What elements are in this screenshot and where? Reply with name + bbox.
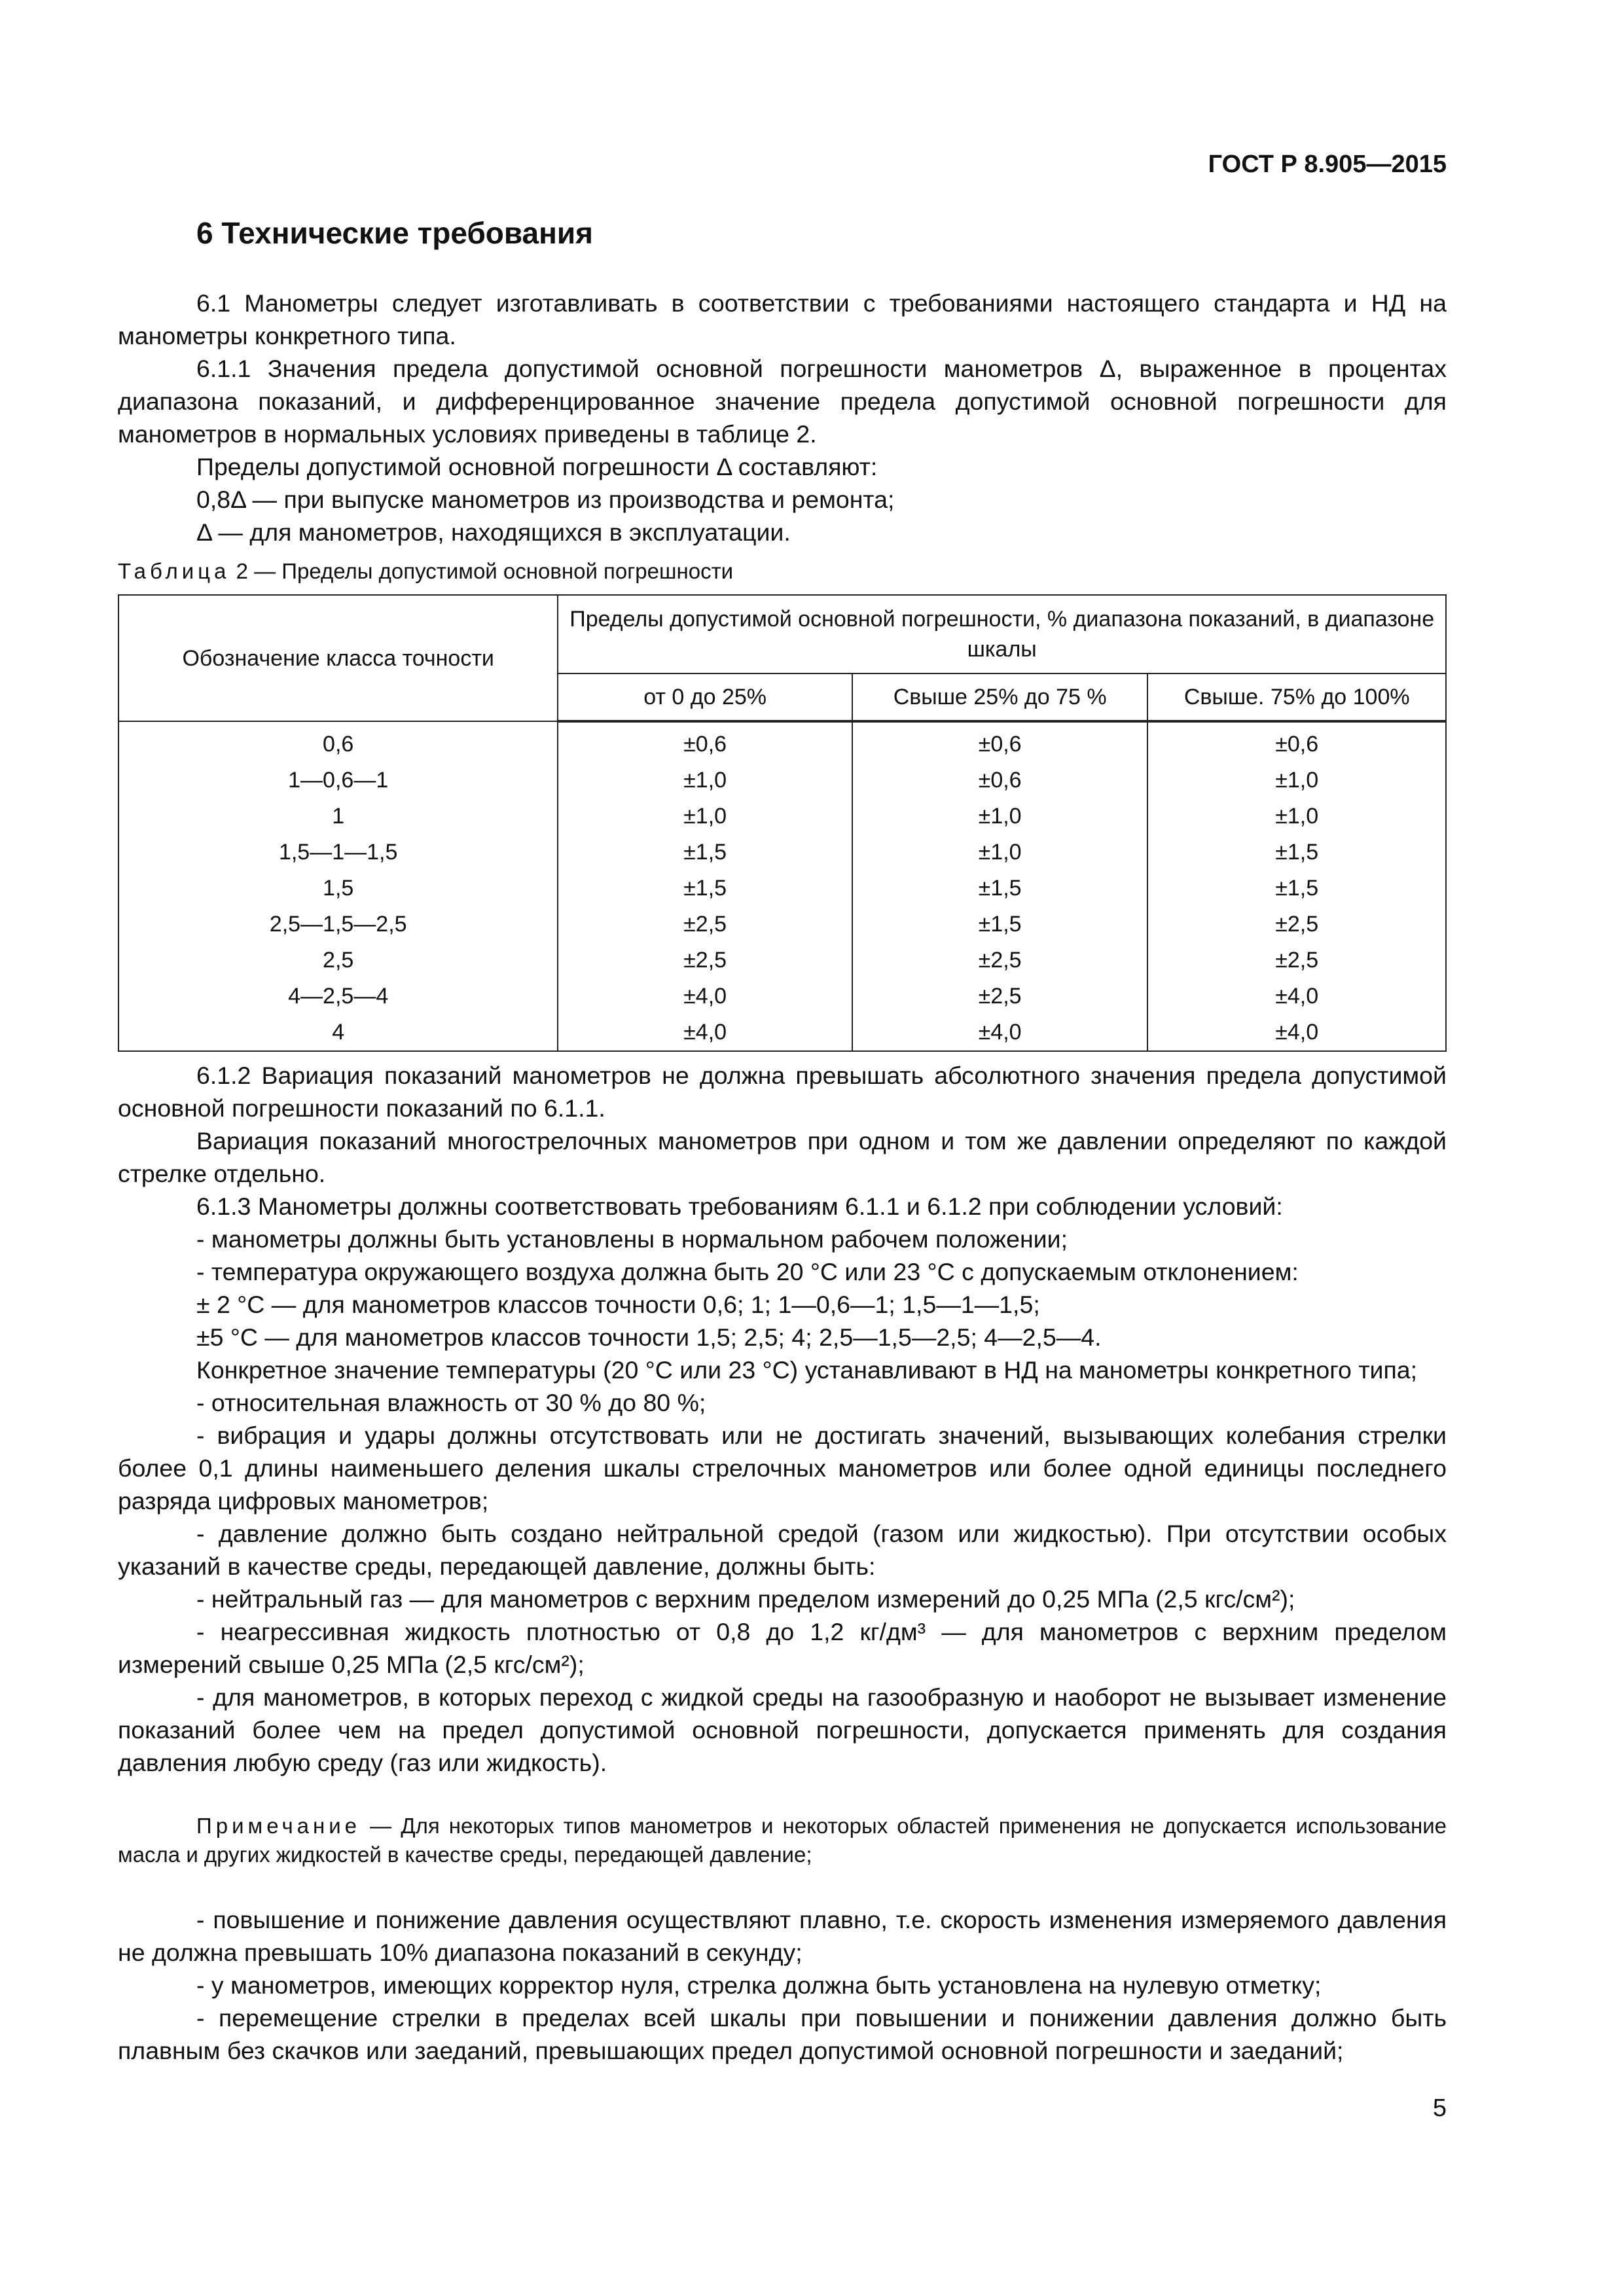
table-row: [118, 906, 1446, 942]
note-label: Примечание: [196, 1814, 361, 1838]
table-caption: [118, 558, 733, 584]
header-range-3: Свыше. 75% до 100%: [1147, 673, 1446, 721]
table-cell: 2,5: [118, 942, 558, 978]
note: [118, 1812, 1447, 1869]
condition-pointer-movement: - перемещение стрелки в пределах всей шкалы при повышении и понижении давления должно быть плавным без скачков или заеданий, превышающих предел допустимой основной погрешности и заеданий;: [118, 2004, 1447, 2064]
table-cell: ±1,0: [852, 834, 1148, 870]
paragraphs-middle: [118, 1059, 1447, 1779]
table-cell: 1: [118, 798, 558, 834]
table-cell: ±1,5: [1147, 870, 1446, 906]
condition-temperature-2c: ± 2 °С — для манометров классов точности 0,6; 1; 1—0,6—1; 1,5—1—1,5;: [196, 1291, 1040, 1318]
paragraph-6-1: 6.1 Манометры следует изготавливать в соответствии с требованиями настоящего стандарта и НД на манометры конкретного типа.: [118, 289, 1447, 350]
section-title: 6 Технические требования: [196, 216, 593, 250]
table-cell: ±1,0: [1147, 762, 1446, 798]
header-range-2: Свыше 25% до 75 %: [852, 673, 1148, 721]
condition-liquid: - неагрессивная жидкость плотностью от 0,8 до 1,2 кг/дм³ — для манометров с верхним пределом измерений свыше 0,25 МПа (2,5 кгс/см²);: [118, 1618, 1447, 1678]
table-cell: ±0,6: [558, 721, 852, 762]
condition-neutral-gas: - нейтральный газ — для манометров с верхним пределом измерений до 0,25 МПа (2,5 кгс/см²);: [196, 1585, 1295, 1613]
table-cell: ±2,5: [558, 906, 852, 942]
table-cell: ±0,6: [852, 762, 1148, 798]
header-accuracy-class: Обозначение класса точности: [118, 595, 558, 721]
table-cell: ±1,0: [558, 762, 852, 798]
standard-code: ГОСТ Р 8.905—2015: [1208, 151, 1447, 178]
header-error-limits: Пределы допустимой основной погрешности, % диапазона показаний, в диапазоне шкалы: [558, 595, 1446, 673]
table-cell: ±2,5: [852, 942, 1148, 978]
condition-humidity: - относительная влажность от 30 % до 80 %;: [196, 1389, 706, 1416]
table-cell: 1,5—1—1,5: [118, 834, 558, 870]
table-cell: ±1,5: [852, 870, 1148, 906]
table-cell: ±1,0: [1147, 798, 1446, 834]
table-cell: ±2,5: [852, 978, 1148, 1014]
table-cell: ±2,5: [1147, 942, 1446, 978]
condition-temperature-5c: ±5 °С — для манометров классов точности 1,5; 2,5; 4; 2,5—1,5—2,5; 4—2,5—4.: [196, 1323, 1102, 1351]
page-number: 5: [1432, 2094, 1447, 2122]
table-cell: ±4,0: [558, 978, 852, 1014]
table-row: [118, 762, 1446, 798]
condition-any-medium: - для манометров, в которых переход с жидкой среды на газообразную и наоборот не вызывает изменение показаний более чем на предел допустимой основной погрешности, допускается применять для создания давления любую среду (газ или жидкость).: [118, 1683, 1447, 1776]
condition-zero-corrector: - у манометров, имеющих корректор нуля, стрелка должна быть установлена на нулевую отметку;: [196, 1971, 1322, 1999]
table-cell: ±1,0: [558, 798, 852, 834]
accuracy-table: [118, 594, 1447, 1052]
table-cell: 1,5: [118, 870, 558, 906]
paragraph-6-1-1: 6.1.1 Значения предела допустимой основной погрешности манометров Δ, выраженное в процентах диапазона показаний, и дифференцированное значение предела допустимой основной погрешности для манометров в нормальных условиях приведены в таблице 2.: [118, 355, 1447, 448]
table-cell: ±4,0: [852, 1014, 1148, 1051]
paragraph-6-1-2: 6.1.2 Вариация показаний манометров не должна превышать абсолютного значения предела допустимой основной погрешности показаний по 6.1.1.: [118, 1062, 1447, 1122]
paragraph-limits-operation: Δ — для манометров, находящихся в эксплуатации.: [196, 518, 791, 546]
table-caption-text: 2 — Пределы допустимой основной погрешности: [236, 559, 734, 583]
table-row: [118, 942, 1446, 978]
table-cell: ±4,0: [1147, 978, 1446, 1014]
table-row: [118, 1014, 1446, 1051]
table-row: [118, 978, 1446, 1014]
paragraph-multi-pointer: Вариация показаний многострелочных манометров при одном и том же давлении определяют по каждой стрелке отдельно.: [118, 1127, 1447, 1187]
table-cell: 0,6: [118, 721, 558, 762]
paragraph-temperature-nd: Конкретное значение температуры (20 °С или 23 °С) устанавливают в НД на манометры конкретного типа;: [196, 1356, 1418, 1384]
condition-position: - манометры должны быть установлены в нормальном рабочем положении;: [196, 1225, 1068, 1253]
table-cell: ±0,6: [1147, 721, 1446, 762]
table-cell: ±2,5: [558, 942, 852, 978]
table-cell: 1—0,6—1: [118, 762, 558, 798]
paragraphs-bottom: [118, 1903, 1447, 2067]
table-cell: ±1,5: [558, 834, 852, 870]
condition-pressure-medium: - давление должно быть создано нейтральной средой (газом или жидкостью). При отсутствии особых указаний в качестве среды, передающей давление, должны быть:: [118, 1520, 1447, 1580]
condition-pressure-change: - повышение и понижение давления осуществляют плавно, т.е. скорость изменения измеряемого давления не должна превышать 10% диапазона показаний в секунду;: [118, 1906, 1447, 1966]
table-caption-label: Таблица: [118, 559, 230, 583]
paragraph-limits-production: 0,8Δ — при выпуске манометров из производства и ремонта;: [196, 486, 895, 513]
table-cell: ±1,5: [558, 870, 852, 906]
table-cell: ±4,0: [558, 1014, 852, 1051]
paragraph-6-1-3: 6.1.3 Манометры должны соответствовать требованиям 6.1.1 и 6.1.2 при соблюдении условий:: [196, 1193, 1283, 1220]
table-cell: ±2,5: [1147, 906, 1446, 942]
note-text: — Для некоторых типов манометров и некоторых областей применения не допускается использование масла и других жидкостей в качестве среды, передающей давление;: [118, 1814, 1447, 1867]
table-cell: 4: [118, 1014, 558, 1051]
table-row: [118, 798, 1446, 834]
table-row: [118, 870, 1446, 906]
table-cell: 2,5—1,5—2,5: [118, 906, 558, 942]
header-range-1: от 0 до 25%: [558, 673, 852, 721]
table-cell: ±1,0: [852, 798, 1148, 834]
table-cell: 4—2,5—4: [118, 978, 558, 1014]
table-cell: ±4,0: [1147, 1014, 1446, 1051]
table-cell: ±1,5: [1147, 834, 1446, 870]
table-cell: ±1,5: [852, 906, 1148, 942]
condition-temperature: - температура окружающего воздуха должна быть 20 °С или 23 °С с допускаемым отклонением:: [196, 1258, 1299, 1285]
paragraphs-top: [118, 287, 1447, 548]
condition-vibration: - вибрация и удары должны отсутствовать или не достигать значений, вызывающих колебания стрелки более 0,1 длины наименьшего деления шкалы стрелочных манометров или более одной единицы последнего разряда цифровых манометров;: [118, 1422, 1447, 1515]
table-row: [118, 721, 1446, 762]
table-cell: ±0,6: [852, 721, 1148, 762]
table-row: [118, 834, 1446, 870]
paragraph-limits-intro: Пределы допустимой основной погрешности Δ составляют:: [196, 453, 878, 480]
